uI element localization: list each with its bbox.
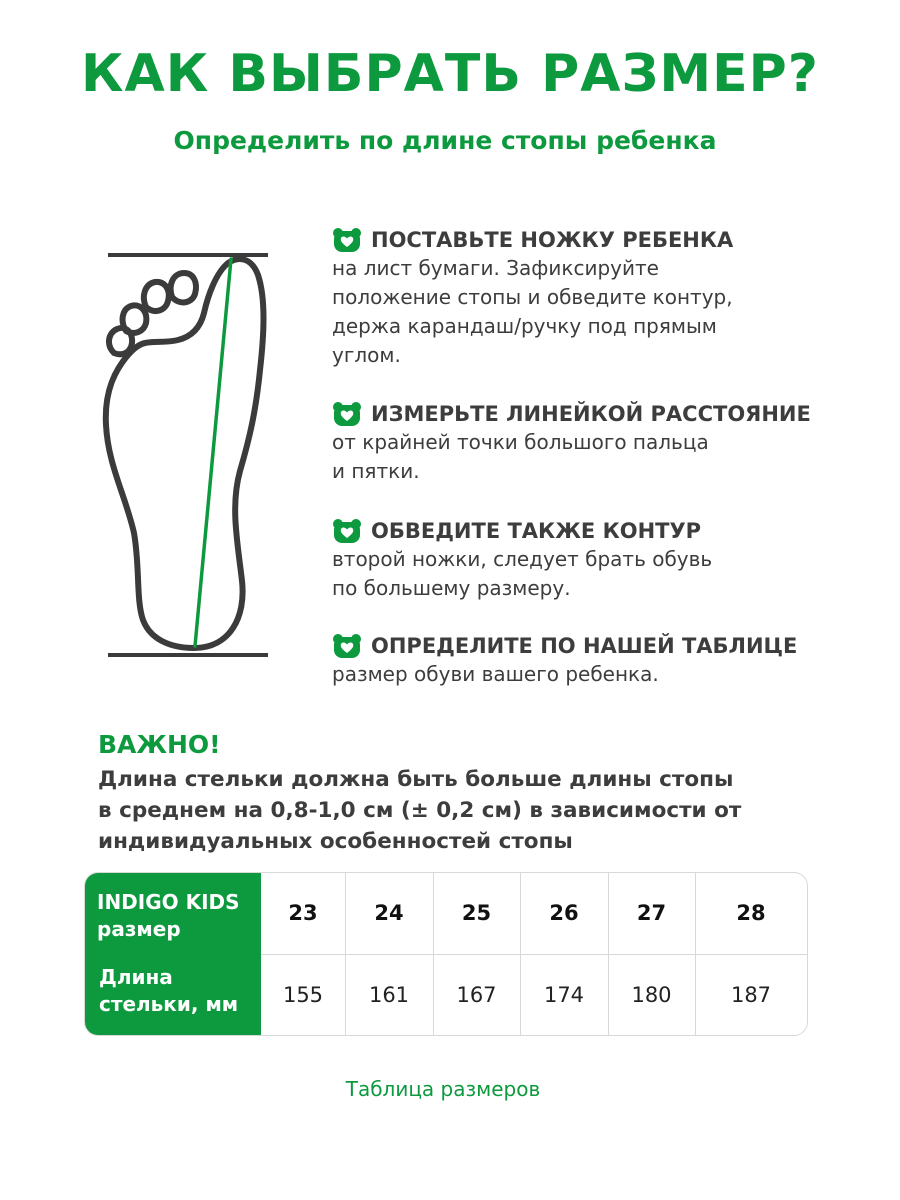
- size-cell: 28: [736, 901, 766, 925]
- bear-icon: [332, 518, 362, 544]
- step-1: [332, 226, 862, 370]
- length-cell: 155: [282, 983, 324, 1007]
- size-cell: 26: [549, 901, 579, 925]
- size-cell: 24: [374, 901, 404, 925]
- length-cell: 161: [368, 983, 410, 1007]
- page-subtitle: Определить по длине стопы ребенка: [173, 126, 717, 155]
- column-divider: [608, 873, 609, 1035]
- step-4-text: размер обуви вашего ребенка.: [332, 662, 659, 686]
- page-title: КАК ВЫБРАТЬ РАЗМЕР?: [81, 44, 819, 104]
- length-row-header: Длина стельки, мм: [99, 965, 239, 1016]
- size-cell: 27: [636, 901, 667, 925]
- step-3: [332, 517, 862, 603]
- table-caption: Таблица размеров: [345, 1077, 541, 1101]
- step-3-text: второй ножки, следует брать обувь по большему размеру.: [332, 547, 713, 600]
- step-4: [332, 632, 862, 689]
- important-title: ВАЖНО!: [98, 730, 221, 759]
- important-text: Длина стельки должна быть больше длины стопы в среднем на 0,8-1,0 см (± 0,2 см) в зависимости от индивидуальных особенностей стопы: [98, 767, 742, 854]
- length-cell: 187: [730, 983, 772, 1007]
- step-2-heading: ИЗМЕРЬТЕ ЛИНЕЙКОЙ РАССТОЯНИЕ: [371, 402, 811, 426]
- step-3-heading: ОБВЕДИТЕ ТАКЖЕ КОНТУР: [371, 519, 702, 543]
- row-divider: [261, 954, 807, 955]
- table-header-column: [85, 873, 261, 1035]
- bear-icon: [332, 401, 362, 427]
- length-cell: 174: [543, 983, 585, 1007]
- step-2: [332, 400, 862, 486]
- column-divider: [345, 873, 346, 1035]
- length-cell: 167: [456, 983, 497, 1007]
- size-cell: 25: [461, 901, 492, 925]
- step-2-text: от крайней точки большого пальца и пятки.: [332, 430, 709, 483]
- step-1-heading: ПОСТАВЬТЕ НОЖКУ РЕБЕНКА: [371, 228, 734, 252]
- column-divider: [520, 873, 521, 1035]
- step-4-heading: ОПРЕДЕЛИТЕ ПО НАШЕЙ ТАБЛИЦЕ: [371, 634, 798, 658]
- size-table: [84, 872, 808, 1036]
- size-cell: 23: [288, 901, 318, 925]
- length-cell: 180: [631, 983, 672, 1007]
- column-divider: [433, 873, 434, 1035]
- column-divider: [695, 873, 696, 1035]
- bear-icon: [332, 633, 362, 659]
- size-row-header: INDIGO KIDS размер: [97, 890, 240, 941]
- bear-icon: [332, 227, 362, 253]
- foot-outline: [106, 259, 264, 648]
- foot-outline-illustration: [100, 245, 280, 665]
- step-1-text: на лист бумаги. Зафиксируйте положение стопы и обведите контур, держа карандаш/ручку под прямым углом.: [332, 256, 733, 367]
